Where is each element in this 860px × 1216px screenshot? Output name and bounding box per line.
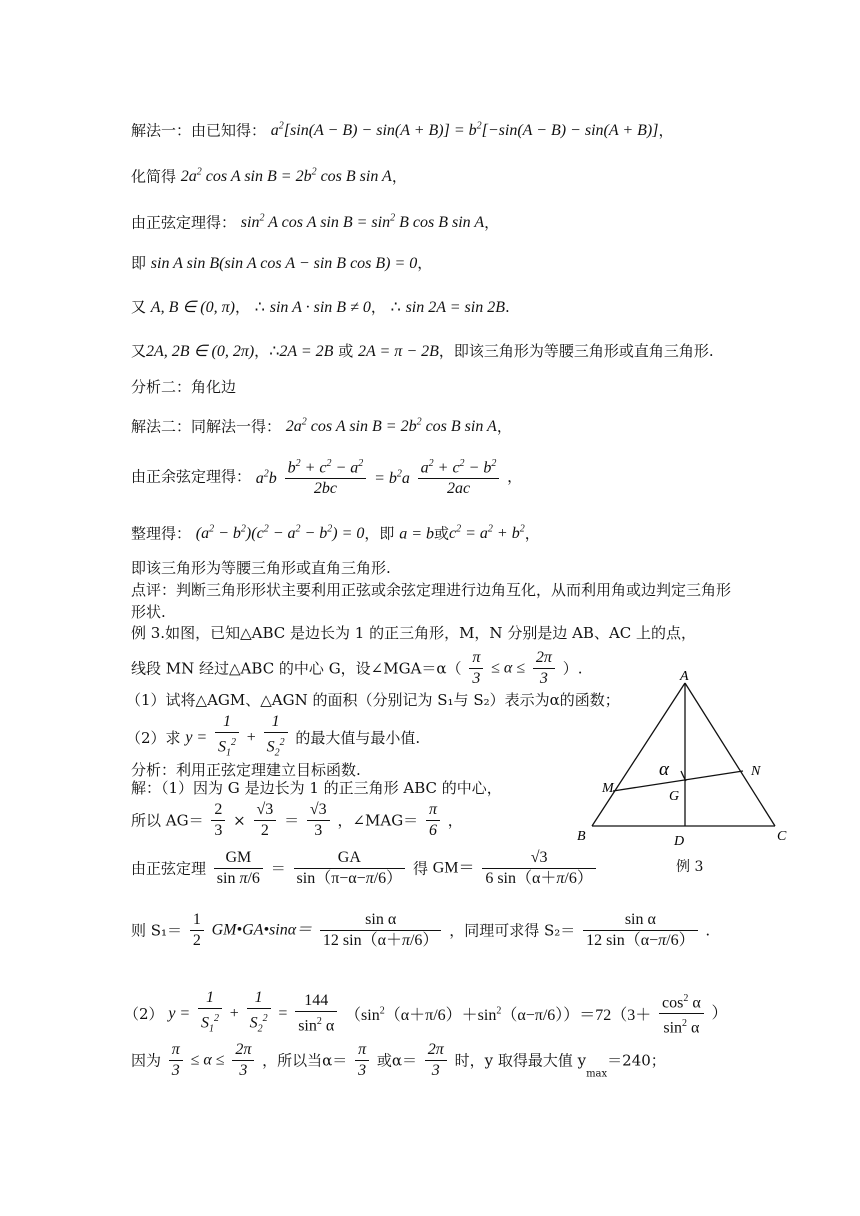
figure-caption: 例 3 [676, 859, 704, 875]
line-simplify: 化简得 $2a^2$ cos A $\sin B = 2b^2$ cos B sin A， [131, 167, 407, 186]
line-ag-value: 所以 AG＝ $\frac{2}{3}$ × $\frac{√3}{2}$ ＝ $\frac{√3}{3}$ ，∠MAG＝ $\frac{\pi}{6}$ ， [131, 801, 463, 839]
label-c: C [777, 829, 787, 844]
line-cosine-law: 由正余弦定理得： $a^2b$ $\frac{b^2 + c^2 - a^2}{2bc}$ = $b^2a$ $\frac{a^2 + c^2 - b^2}{2ac}$ ， [131, 454, 522, 499]
solution-example-3: 解：（1）因为 G 是边长为 1 的正三角形 ABC 的中心， [131, 779, 502, 797]
label-d: D [674, 834, 685, 849]
example-3-condition: 线段 MN 经过△ABC 的中心 G，设∠MGA＝α（ $\frac{\pi}{3}$ ≤ α ≤ $\frac{2\pi}{3}$ ）. [131, 649, 583, 687]
label-g: G [669, 789, 680, 804]
label-alpha: α [659, 759, 669, 780]
line-conclusion-one: 又2A, 2B ∈ (0, 2π)，∴2A = 2B 或 2A = π − 2B，即该三角形为等腰三角形或直角三角形. [131, 342, 714, 360]
equation-1: $a^2[\sin(A - B) - \sin(A + B)] = b^2[-\sin(A - B) - \sin(A + B)]$ [270, 121, 659, 140]
label-n: N [751, 764, 761, 779]
line-s1-s2: 则 S₁＝ $\frac{1}{2}$ GM•GA•sinα＝ $\frac{\text{sin α}}{12 \sin(\alpha+\pi/6)}$ ，同理可求得 S₂＝ $\frac{\text{sin α}}{12 \sin(\alpha-\pi/6)}$ . [131, 911, 711, 949]
line-analysis-two: 分析二：角化边 [131, 378, 237, 396]
fraction-cos-b: $\frac{a^2 + c^2 - b^2}{2ac}$ [418, 454, 500, 499]
line-conclusion-two: 即该三角形为等腰三角形或直角三角形. [131, 559, 391, 577]
comment-paragraph: 点评：判断三角形形状主要利用正弦或余弦定理进行边角互化，从而利用角或边判定三角形形状. [131, 581, 732, 621]
line-organize: 整理得： $(a^2 - b^2)(c^2 - a^2 - b^2) = 0$，即 a = b或$c^2 = a^2 + b^2$， [131, 524, 540, 543]
line-maximum: 因为 $\frac{\pi}{3}$ ≤ α ≤ $\frac{2\pi}{3}$ ，所以当α＝ $\frac{\pi}{3}$ 或α＝ $\frac{2\pi}{3}$ 时，y 取得最大值 $y_{max}=240$； [131, 1041, 666, 1080]
equation-2: $2a^2$ cos A $\sin B = 2b^2$ cos B sin A [180, 167, 392, 186]
side-ac [685, 683, 775, 826]
fraction-cos-c: $\frac{b^2 + c^2 - a^2}{2bc}$ [285, 454, 367, 499]
line-solution-one: 解法一：由已知得： $a^2[\sin(A - B) - \sin(A + B)] = b^2[-\sin(A - B) - \sin(A + B)]$， [131, 121, 674, 140]
line-range: 又 A, B ∈ (0, π)， ∴ sin A · sin B ≠ 0， ∴ sin 2A = sin 2B. [131, 298, 510, 316]
angle-alpha-arc [681, 771, 686, 781]
equation-3: $\sin^2 A$ cos A $\sin B = \sin^2 B$ cos B sin A [240, 213, 485, 232]
question-1: （1）试将△AGM、△AGN 的面积（分别记为 S₁与 S₂）表示为α的函数； [126, 691, 620, 709]
label-a: A [680, 669, 689, 684]
label-m: M [602, 781, 614, 796]
label-b: B [577, 829, 586, 844]
line-solution-two: 解法二：同解法一得： $2a^2$ cos A $\sin B = 2b^2$ cos B sin A， [131, 417, 512, 436]
line-sine-rule-gm: 由正弦定理 $\frac{GM}{\text{sin π/6}}$ ＝ $\frac{GA}{\sin(\pi-\alpha-\pi/6)}$ 得 GM＝ $\frac{√3}{6 \sin(\alpha+\pi/6)}$ [131, 848, 599, 889]
line-y-expression: （2） y = $\frac{1}{S_1^2}$ + $\frac{1}{S_2^2}$ = $\frac{144}{\sin^2 \alpha}$ $(\sin^2(\alpha+\pi/6)+\sin^2(\alpha-\pi/6))=72(3+$ $\frac{\cos^2 \alpha}{\sin^2 \alpha}$ ） [124, 989, 728, 1037]
analysis-example-3: 分析：利用正弦定理建立目标函数. [131, 761, 361, 779]
example-3-statement: 例 3.如图，已知△ABC 是边长为 1 的正三角形，M，N 分别是边 AB、AC 上的点， [131, 624, 697, 642]
question-2: （2）求 y = $\frac{1}{S_1^2}$ + $\frac{1}{S_2^2}$ 的最大值与最小值. [126, 713, 421, 759]
line-sine-law: 由正弦定理得： $\sin^2 A$ cos A $\sin B = \sin^2 B$ cos B sin A， [131, 213, 500, 232]
line-factor: 即 sin A sin B(sin A cos A − sin B cos B) = 0， [131, 254, 433, 272]
segment-mn [613, 771, 743, 791]
equation-4: sin A sin B(sin A cos A − sin B cos B) = 0 [150, 255, 418, 272]
